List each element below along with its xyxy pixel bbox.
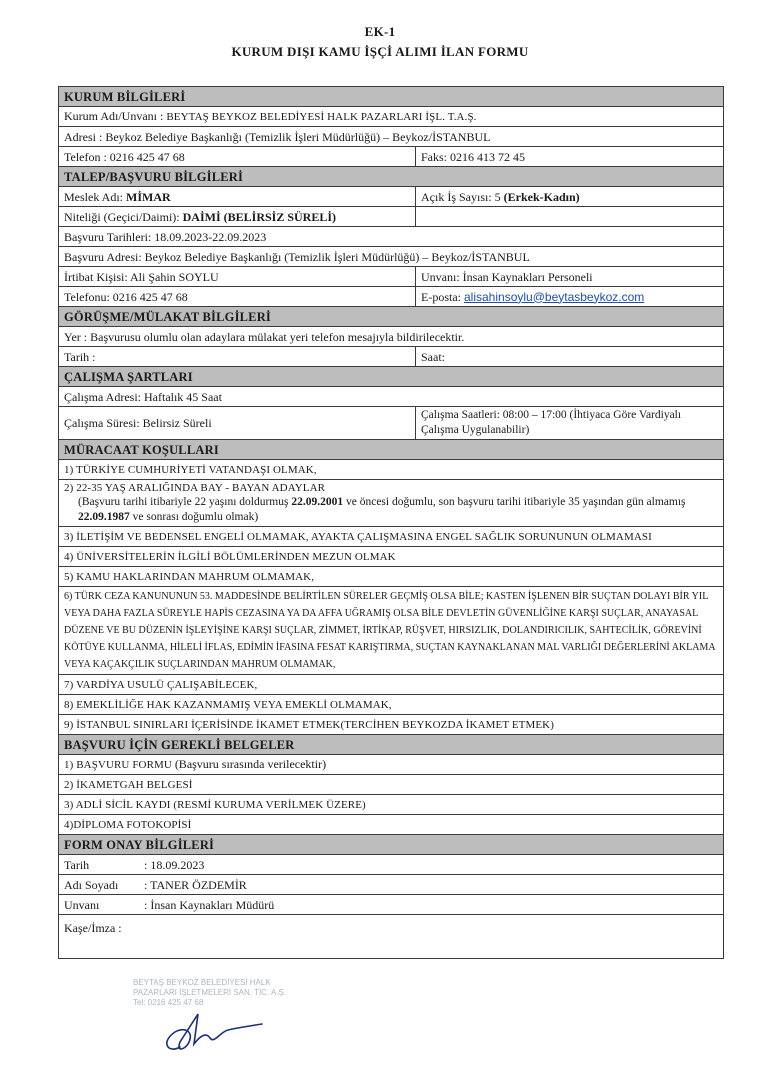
basvuru-adresi: Başvuru Adresi: Beykoz Belediye Başkanlığı (Temizlik İşleri Müdürlüğü) – Beykoz/İSTANBUL xyxy=(59,247,724,267)
kosul-9: 9) İSTANBUL SINIRLARI İÇERİSİNDE İKAMET ETMEK(TERCİHEN BEYKOZDA İKAMET ETMEK) xyxy=(59,715,724,735)
section-talep-heading: TALEP/BAŞVURU BİLGİLERİ xyxy=(59,167,724,187)
irtibat-kisisi: İrtibat Kişisi: Ali Şahin SOYLU xyxy=(59,267,416,287)
belge-4: 4)DİPLOMA FOTOKOPİSİ xyxy=(59,815,724,835)
basvuru-tarihleri: Başvuru Tarihleri: 18.09.2023-22.09.2023 xyxy=(59,227,724,247)
kurum-faks: Faks: 0216 413 72 45 xyxy=(416,147,724,167)
kosul-2-note: (Başvuru tarihi itibariyle 22 yaşını doldurmuş 22.09.2001 ve öncesi doğumlu, son başvuru tarihi itibariyle 35 yaşından gün almamış 22.09.1987 ve sonrası doğumlu olmak) xyxy=(78,496,686,523)
section-kurum-heading: KURUM BİLGİLERİ xyxy=(59,87,724,107)
belge-3: 3) ADLİ SİCİL KAYDI (RESMİ KURUMA VERİLMEK ÜZERE) xyxy=(59,795,724,815)
acik-is-value: (Erkek-Kadın) xyxy=(503,189,580,204)
calisma-saatleri: Çalışma Saatleri: 08:00 – 17:00 (İhtiyaca Göre Vardiyalı Çalışma Uygulanabilir) xyxy=(416,407,724,440)
section-muracaat-heading: MÜRACAAT KOŞULLARI xyxy=(59,440,724,460)
onay-ad-soyad: Adı Soyadı : TANER ÖZDEMİR xyxy=(59,875,724,895)
irtibat-unvani: Unvanı: İnsan Kaynakları Personeli xyxy=(416,267,724,287)
belge-1: 1) BAŞVURU FORMU (Başvuru sırasında verilecektir) xyxy=(59,755,724,775)
kosul-7: 7) VARDİYA USULÜ ÇALIŞABİLECEK, xyxy=(59,675,724,695)
section-calisma-heading: ÇALIŞMA ŞARTLARI xyxy=(59,367,724,387)
calisma-adresi: Çalışma Adresi: Haftalık 45 Saat xyxy=(59,387,724,407)
annex-label: EK-1 xyxy=(364,24,396,39)
meslek-row: Meslek Adı: MİMAR xyxy=(59,187,416,207)
kosul-1: 1) TÜRKİYE CUMHURİYETİ VATANDAŞI OLMAK, xyxy=(59,460,724,480)
kosul-6: 6) TÜRK CEZA KANUNUNUN 53. MADDESİNDE BELİRTİLEN SÜRELER GEÇMİŞ OLSA BİLE; KASTEN İŞLENEN BİR SUÇTAN DOLAYI BİR YIL VEYA DAHA FAZLA SÜREYLE HAPİS CEZASINA YA DA AFFA UĞRAMIŞ OLSA BİLE DEVLETİN GÜVENLİĞİNE KARŞI SUÇLAR, ANAYASAL DÜZENE VE BU DÜZENİN İŞLEYİŞİNE KARŞI SUÇLAR, ZİMMET, İRTİKAP, RÜŞVET, HIRSIZLIK, DOLANDIRICILIK, SAHTECİLİK, GÖREVİNİ KÖTÜYE KULLANMA, HİLELİ İFLAS, EDİMİN İFASINA FESAT KARIŞTIRMA, SUÇTAN KAYNAKLANAN MAL VARLIĞI DEĞERLERİNİ AKLAMA VEYA KAÇAKÇILIK SUÇLARINDAN MAHRUM OLMAMAK, xyxy=(59,587,724,675)
onay-tarih: Tarih : 18.09.2023 xyxy=(59,855,724,875)
section-belgeler-heading: BAŞVURU İÇİN GEREKLİ BELGELER xyxy=(59,735,724,755)
onay-unvan: Unvanı : İnsan Kaynakları Müdürü xyxy=(59,895,724,915)
nitelik-row: Niteliği (Geçici/Daimi): DAİMİ (BELİRSİZ SÜRELİ) xyxy=(59,207,416,227)
kurum-unvan-row: Kurum Adı/Unvanı : BEYTAŞ BEYKOZ BELEDİYESİ HALK PAZARLARI İŞL. T.A.Ş. xyxy=(59,107,724,127)
email-link[interactable]: alisahinsoylu@beytasbeykoz.com xyxy=(464,289,645,304)
empty-cell xyxy=(416,207,724,227)
kurum-adres: Adresi : Beykoz Belediye Başkanlığı (Temizlik İşleri Müdürlüğü) – Beykoz/İSTANBUL xyxy=(59,127,724,147)
signature-stroke xyxy=(167,1014,262,1049)
acik-is-row: Açık İş Sayısı: 5 (Erkek-Kadın) xyxy=(416,187,724,207)
signature xyxy=(150,1002,270,1062)
calisma-suresi: Çalışma Süresi: Belirsiz Süreli xyxy=(59,407,416,440)
section-onay-heading: FORM ONAY BİLGİLERİ xyxy=(59,835,724,855)
kase-imza: Kaşe/İmza : xyxy=(59,915,724,959)
kosul-8: 8) EMEKLİLİĞE HAK KAZANMAMIŞ VEYA EMEKLİ OLMAMAK, xyxy=(59,695,724,715)
kosul-5: 5) KAMU HAKLARINDAN MAHRUM OLMAMAK, xyxy=(59,567,724,587)
section-gorusme-heading: GÖRÜŞME/MÜLAKAT BİLGİLERİ xyxy=(59,307,724,327)
kosul-2: 2) 22-35 YAŞ ARALIĞINDA BAY - BAYAN ADAYLAR (Başvuru tarihi itibariyle 22 yaşını doldurmuş 22.09.2001 ve öncesi doğumlu, son başvuru tarihi itibariyle 35 yaşından gün almamış 22.09.1987 ve sonrası doğumlu olmak) xyxy=(59,480,724,527)
kosul-4: 4) ÜNİVERSİTELERİN İLGİLİ BÖLÜMLERİNDEN MEZUN OLMAK xyxy=(59,547,724,567)
gorusme-saat: Saat: xyxy=(416,347,724,367)
gorusme-yer: Yer : Başvurusu olumlu olan adaylara mülakat yeri telefon mesajıyla bildirilecektir. xyxy=(59,327,724,347)
form-title: KURUM DIŞI KAMU İŞÇİ ALIMI İLAN FORMU xyxy=(231,44,529,59)
announcement-form xyxy=(58,86,724,959)
company-stamp: BEYTAŞ BEYKOZ BELEDİYESİ HALK PAZARLARI İŞLETMELERİ SAN. TİC. A.Ş. Tel: 0216 425 47 68 xyxy=(133,978,287,1007)
irtibat-telefonu: Telefonu: 0216 425 47 68 xyxy=(59,287,416,307)
meslek-value: MİMAR xyxy=(126,189,171,204)
gorusme-tarih: Tarih : xyxy=(59,347,416,367)
kurum-unvan-value: BEYTAŞ BEYKOZ BELEDİYESİ HALK PAZARLARI İŞL. T.A.Ş. xyxy=(166,111,477,123)
eposta-row: E-posta: alisahinsoylu@beytasbeykoz.com xyxy=(416,287,724,307)
nitelik-value: DAİMİ (BELİRSİZ SÜRELİ) xyxy=(182,209,337,224)
kosul-3: 3) İLETİŞİM VE BEDENSEL ENGELİ OLMAMAK, AYAKTA ÇALIŞMASINA ENGEL SAĞLIK SORUNUNUN OLMAMASI xyxy=(59,527,724,547)
belge-2: 2) İKAMETGAH BELGESİ xyxy=(59,775,724,795)
kurum-telefon: Telefon : 0216 425 47 68 xyxy=(59,147,416,167)
